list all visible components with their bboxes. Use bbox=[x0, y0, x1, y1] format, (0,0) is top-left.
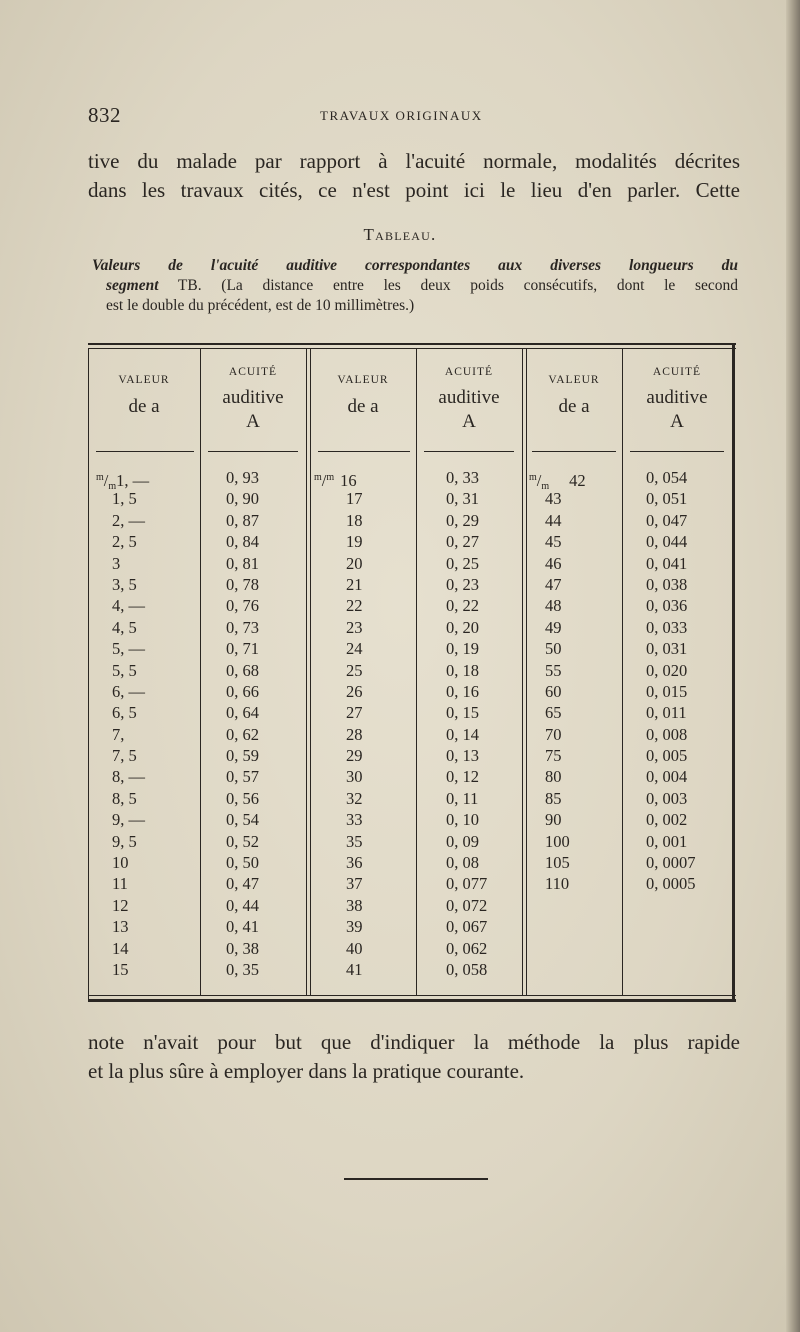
header-acuite-1-middle: auditive bbox=[222, 386, 284, 408]
table-cell: 0, 002 bbox=[646, 810, 688, 830]
table-cell: 12 bbox=[112, 895, 129, 915]
unit-separator: / bbox=[321, 471, 327, 490]
header-valeur-1-top: VALEUR bbox=[118, 374, 170, 386]
table-cell: 0, 44 bbox=[226, 895, 259, 915]
table-cell: 0, 57 bbox=[226, 767, 259, 787]
header-valeur-2-top: VALEUR bbox=[337, 374, 389, 386]
table-cell: 0, 22 bbox=[446, 596, 479, 616]
table-cell: 15 bbox=[112, 959, 129, 979]
table-cell: 0, 52 bbox=[226, 831, 259, 851]
table-cell: 46 bbox=[545, 553, 562, 573]
table-cell: 0, 18 bbox=[446, 660, 479, 680]
column-acuite-3 bbox=[646, 467, 730, 895]
bottom-paragraph bbox=[88, 1028, 740, 1086]
header-underline-4 bbox=[424, 451, 514, 452]
table-cell: 0, 0005 bbox=[646, 874, 696, 894]
table-cell: 7, 5 bbox=[112, 746, 137, 766]
table-cell: 19 bbox=[346, 532, 363, 552]
table-cell: 0, 38 bbox=[226, 938, 259, 958]
table-cell: 3, 5 bbox=[112, 574, 137, 594]
table-cell: 0, 001 bbox=[646, 831, 688, 851]
top-paragraph-line-2: dans les travaux cités, ce n'est point ici le lieu d'en parler. Cette bbox=[88, 178, 740, 202]
table-cell: 0, 19 bbox=[446, 639, 479, 659]
column-valeur-2 bbox=[314, 467, 414, 980]
top-paragraph-line-1: tive du malade par rapport à l'acuité normale, modalités décrites bbox=[88, 149, 740, 173]
table-bottom-rule bbox=[88, 999, 736, 1002]
table-cell: 0, 93 bbox=[226, 468, 259, 487]
caption-line-2 bbox=[106, 276, 738, 296]
header-valeur-3-bottom: de a bbox=[558, 395, 590, 417]
table-cell: 24 bbox=[346, 639, 363, 659]
table-cell: 65 bbox=[545, 703, 562, 723]
table-cell: 0, 71 bbox=[226, 639, 259, 659]
table-cell: 10 bbox=[112, 853, 129, 873]
table-cell: 0, 78 bbox=[226, 574, 259, 594]
table-cell: 0, 12 bbox=[446, 767, 479, 787]
table-cell: 21 bbox=[346, 574, 363, 594]
unit-prefix: m bbox=[96, 472, 104, 483]
table-cell: 20 bbox=[346, 553, 363, 573]
table-cell: 0, 072 bbox=[446, 895, 488, 915]
header-underline-5 bbox=[532, 451, 616, 452]
table-cell: 0, 11 bbox=[446, 788, 479, 808]
header-acuite-1-top: ACUITÉ bbox=[228, 366, 278, 378]
table-cell: 38 bbox=[346, 895, 363, 915]
table-cell: 0, 27 bbox=[446, 532, 479, 552]
table-cell: 85 bbox=[545, 788, 562, 808]
unit-prefix: m bbox=[529, 472, 537, 483]
table-cell: 0, 054 bbox=[646, 468, 688, 487]
table-right-rule bbox=[732, 343, 735, 1002]
table-cell: 30 bbox=[346, 767, 363, 787]
table-cell: 0, 87 bbox=[226, 510, 259, 530]
table-cell: 0, 47 bbox=[226, 874, 259, 894]
table-cell: 55 bbox=[545, 660, 562, 680]
header-acuite-2-bottom: A bbox=[462, 410, 476, 432]
header-underline-6 bbox=[630, 451, 724, 452]
column-valeur-1 bbox=[96, 467, 196, 980]
table-cell: 48 bbox=[545, 596, 562, 616]
table-cell: 0, 33 bbox=[446, 468, 479, 487]
table-cell: 25 bbox=[346, 660, 363, 680]
table-cell: 32 bbox=[346, 788, 363, 808]
first-value: 42 bbox=[569, 471, 586, 490]
table-cell: 0, 20 bbox=[446, 617, 479, 637]
table-cell: 5, — bbox=[112, 639, 145, 659]
table-cell: 26 bbox=[346, 681, 363, 701]
table-cell: 22 bbox=[346, 596, 363, 616]
unit-separator: / bbox=[536, 471, 542, 490]
table-cell: 0, 15 bbox=[446, 703, 479, 723]
table-cell: 18 bbox=[346, 510, 363, 530]
table-cell: 2, 5 bbox=[112, 532, 137, 552]
table-cell: 0, 08 bbox=[446, 853, 479, 873]
col-separator-5 bbox=[622, 349, 623, 995]
table-cell: 0, 13 bbox=[446, 746, 479, 766]
table-cell: 0, 003 bbox=[646, 788, 688, 808]
table-cell: 0, 031 bbox=[646, 639, 688, 659]
top-paragraph bbox=[88, 147, 740, 205]
table-cell: 0, 25 bbox=[446, 553, 479, 573]
header-underline-2 bbox=[208, 451, 298, 452]
table-cell: 5, 5 bbox=[112, 660, 137, 680]
header-valeur-1-bottom: de a bbox=[128, 395, 160, 417]
table-cell: 0, 56 bbox=[226, 788, 259, 808]
table-cell: 36 bbox=[346, 853, 363, 873]
table-cell: 2, — bbox=[112, 510, 145, 530]
column-valeur-3 bbox=[529, 467, 619, 895]
header-valeur-2 bbox=[310, 375, 416, 416]
header-acuite-2 bbox=[416, 367, 522, 431]
table-cell: 50 bbox=[545, 639, 562, 659]
table-cell: 0, 14 bbox=[446, 724, 479, 744]
table-cell: 37 bbox=[346, 874, 363, 894]
table-cell: 11 bbox=[112, 874, 128, 894]
header-acuite-3-bottom: A bbox=[670, 410, 684, 432]
table-cell: 0, 10 bbox=[446, 810, 479, 830]
table-cell: 0, 058 bbox=[446, 959, 488, 979]
header-acuite-2-middle: auditive bbox=[438, 386, 500, 408]
col-separator-2a bbox=[306, 349, 307, 995]
table-cell: 0, 66 bbox=[226, 681, 259, 701]
table-cell: 35 bbox=[346, 831, 363, 851]
table-cell: 0, 036 bbox=[646, 596, 688, 616]
table-cell: 0, 0007 bbox=[646, 853, 696, 873]
table-cell: 8, — bbox=[112, 767, 145, 787]
table-cell: 0, 051 bbox=[646, 489, 688, 509]
table-top-rule bbox=[88, 343, 736, 345]
table-cell: 45 bbox=[545, 532, 562, 552]
table-cell: 0, 35 bbox=[226, 959, 259, 979]
col-separator-3 bbox=[416, 349, 417, 995]
table-cell: 0, 81 bbox=[226, 553, 259, 573]
table-cell: 60 bbox=[545, 681, 562, 701]
table-cell: 100 bbox=[545, 831, 570, 851]
unit-suffix: m bbox=[541, 481, 550, 492]
section-end-rule bbox=[344, 1178, 488, 1180]
table-cell: 27 bbox=[346, 703, 363, 723]
table-cell: 41 bbox=[346, 959, 363, 979]
unit-suffix: m bbox=[108, 481, 117, 492]
header-acuite-2-top: ACUITÉ bbox=[444, 366, 494, 378]
table-cell: 0, 84 bbox=[226, 532, 259, 552]
table-caption bbox=[92, 256, 738, 316]
col-separator-4a bbox=[522, 349, 523, 995]
header-underline-1 bbox=[96, 451, 194, 452]
col-separator-4b bbox=[526, 349, 527, 995]
table-cell: 0, 09 bbox=[446, 831, 479, 851]
header-acuite-3-top: ACUITÉ bbox=[652, 366, 702, 378]
table-cell: 4, — bbox=[112, 596, 145, 616]
header-acuite-1 bbox=[200, 367, 306, 431]
table-cell: 33 bbox=[346, 810, 363, 830]
table-cell: 70 bbox=[545, 724, 562, 744]
table-cell: 0, 90 bbox=[226, 489, 259, 509]
running-head: TRAVAUX ORIGINAUX bbox=[320, 108, 483, 123]
table-cell: 40 bbox=[346, 938, 363, 958]
table-bottom-rule-inner bbox=[88, 995, 736, 996]
table-cell: 0, 41 bbox=[226, 917, 259, 937]
table-cell: 44 bbox=[545, 510, 562, 530]
table-cell: 0, 62 bbox=[226, 724, 259, 744]
table-cell: 0, 29 bbox=[446, 510, 479, 530]
table-left-rule bbox=[88, 348, 89, 1000]
table-cell: 0, 008 bbox=[646, 724, 688, 744]
table-cell: 9, 5 bbox=[112, 831, 137, 851]
table-cell: 0, 011 bbox=[646, 703, 687, 723]
header-valeur-2-bottom: de a bbox=[347, 395, 379, 417]
header-acuite-1-bottom: A bbox=[246, 410, 260, 432]
page-number: 832 bbox=[88, 103, 121, 127]
header-valeur-3 bbox=[526, 375, 622, 416]
table-cell bbox=[314, 467, 414, 488]
caption-line-2-rest: TB. (La distance entre les deux poids consécutifs, dont le second bbox=[158, 277, 738, 294]
table-cell: 80 bbox=[545, 767, 562, 787]
table-cell: 7, bbox=[112, 724, 125, 744]
table-cell: 28 bbox=[346, 724, 363, 744]
table-cell: 105 bbox=[545, 853, 570, 873]
caption-line-1: Valeurs de l'acuité auditive correspondantes aux diverses longueurs du bbox=[92, 257, 738, 274]
table-cell: 0, 59 bbox=[226, 746, 259, 766]
unit-separator: / bbox=[103, 471, 109, 490]
table-cell: 29 bbox=[346, 746, 363, 766]
table-cell: 23 bbox=[346, 617, 363, 637]
table-cell: 49 bbox=[545, 617, 562, 637]
table-cell: 0, 067 bbox=[446, 917, 488, 937]
table-cell: 0, 16 bbox=[446, 681, 479, 701]
unit-prefix: m bbox=[314, 472, 322, 483]
bottom-paragraph-line-1: note n'avait pour but que d'indiquer la méthode la plus rapide bbox=[88, 1030, 740, 1054]
table-cell: 0, 033 bbox=[646, 617, 688, 637]
table-cell: 0, 044 bbox=[646, 532, 688, 552]
first-value: 16 bbox=[340, 471, 357, 490]
table-top-rule-inner bbox=[88, 348, 736, 349]
table-cell: 1, 5 bbox=[112, 489, 137, 509]
column-acuite-1 bbox=[226, 467, 296, 980]
table-cell: 39 bbox=[346, 917, 363, 937]
header-acuite-3-middle: auditive bbox=[646, 386, 708, 408]
table-cell: 17 bbox=[346, 489, 363, 509]
table-cell: 0, 31 bbox=[446, 489, 479, 509]
table-cell: 43 bbox=[545, 489, 562, 509]
table-cell: 0, 68 bbox=[226, 660, 259, 680]
caption-segment-word: segment bbox=[106, 277, 159, 294]
first-value: 1, — bbox=[116, 471, 150, 490]
col-separator-2b bbox=[310, 349, 311, 995]
bottom-paragraph-line-2: et la plus sûre à employer dans la pratique courante. bbox=[88, 1059, 525, 1083]
header-valeur-1 bbox=[88, 375, 200, 416]
table-cell: 0, 077 bbox=[446, 874, 488, 894]
col-separator-1 bbox=[200, 349, 201, 995]
table-cell: 3 bbox=[112, 553, 121, 573]
table-title: Tableau. bbox=[363, 225, 437, 244]
table-cell: 0, 047 bbox=[646, 510, 688, 530]
header-underline-3 bbox=[318, 451, 410, 452]
table-cell: 110 bbox=[545, 874, 570, 894]
column-acuite-2 bbox=[446, 467, 520, 980]
table-cell: 0, 015 bbox=[646, 681, 688, 701]
table-cell: 0, 038 bbox=[646, 574, 688, 594]
table-cell: 0, 062 bbox=[446, 938, 488, 958]
table-cell: 75 bbox=[545, 746, 562, 766]
table-cell: 14 bbox=[112, 938, 129, 958]
table-cell: 4, 5 bbox=[112, 617, 137, 637]
table-cell bbox=[529, 467, 619, 492]
acuity-table bbox=[88, 343, 736, 1003]
table-cell: 0, 23 bbox=[446, 574, 479, 594]
caption-line-3: est le double du précédent, est de 10 millimètres.) bbox=[106, 297, 415, 314]
table-cell: 0, 64 bbox=[226, 703, 259, 723]
table-cell: 8, 5 bbox=[112, 788, 137, 808]
table-cell: 13 bbox=[112, 917, 129, 937]
header-acuite-3 bbox=[622, 367, 732, 431]
table-cell: 6, 5 bbox=[112, 703, 137, 723]
table-cell: 0, 76 bbox=[226, 596, 259, 616]
table-cell: 0, 005 bbox=[646, 746, 688, 766]
page-edge-shadow bbox=[786, 0, 800, 1332]
unit-suffix: m bbox=[326, 472, 335, 483]
table-cell: 47 bbox=[545, 574, 562, 594]
header-valeur-3-top: VALEUR bbox=[548, 374, 600, 386]
table-cell: 6, — bbox=[112, 681, 145, 701]
table-cell: 0, 041 bbox=[646, 553, 688, 573]
table-cell: 0, 004 bbox=[646, 767, 688, 787]
table-cell: 0, 020 bbox=[646, 660, 688, 680]
table-cell: 0, 54 bbox=[226, 810, 259, 830]
table-cell: 0, 50 bbox=[226, 853, 259, 873]
table-cell: 9, — bbox=[112, 810, 145, 830]
table-cell: 90 bbox=[545, 810, 562, 830]
table-cell: 0, 73 bbox=[226, 617, 259, 637]
table-cell bbox=[96, 467, 196, 492]
